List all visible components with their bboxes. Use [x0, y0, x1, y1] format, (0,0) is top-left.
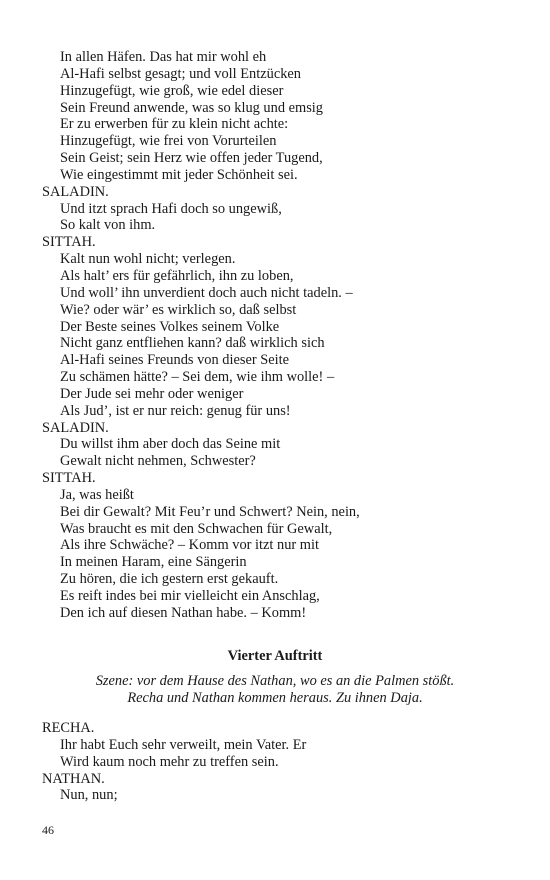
verse-line: Der Jude sei mehr oder weniger [60, 385, 244, 402]
verse-line: Zu schämen hätte? – Sei dem, wie ihm wolle! – [60, 369, 335, 386]
verse-line: Sein Geist; sein Herz wie offen jeder Tugend, [60, 150, 323, 167]
scene-title: Vierter Auftritt [227, 648, 323, 664]
verse-line: Wie eingestimmt mit jeder Schönheit sei. [60, 166, 298, 183]
verse-line: Wie? oder wär’ es wirklich so, daß selbst [60, 301, 297, 318]
verse-line: Al-Hafi seines Freunds von dieser Seite [60, 352, 289, 369]
verse-line: Du willst ihm aber doch das Seine mit [60, 436, 281, 453]
verse-line: Sein Freund anwende, was so klug und emsig [60, 99, 323, 116]
verse-line: Zu hören, die ich gestern erst gekauft. [60, 571, 279, 588]
verse-line: Hinzugefügt, wie groß, wie edel dieser [60, 82, 284, 99]
verse-line: Ihr habt Euch sehr verweilt, mein Vater. Er [60, 736, 307, 753]
verse-line: Und woll’ ihn unverdient doch auch nicht tadeln. – [60, 284, 353, 301]
verse-line: Hinzugefügt, wie frei von Vorurteilen [60, 133, 277, 150]
verse-line: Als Jud’, ist er nur reich: genug für uns! [60, 402, 291, 419]
speaker-name: SITTAH. [42, 234, 96, 251]
verse-line: Kalt nun wohl nicht; verlegen. [60, 251, 236, 268]
speaker-name: NATHAN. [42, 770, 105, 787]
page-number: 46 [42, 823, 54, 837]
stage-direction-line: Szene: vor dem Hause des Nathan, wo es an die Palmen stößt. [95, 673, 455, 689]
verse-line: Wird kaum noch mehr zu treffen sein. [60, 753, 279, 770]
speaker-name: SITTAH. [42, 470, 96, 487]
verse-line: Ja, was heißt [60, 486, 134, 503]
verse-line: Er zu erwerben für zu klein nicht achte: [60, 116, 289, 133]
verse-line: Den ich auf diesen Nathan habe. – Komm! [60, 604, 307, 621]
verse-line: Als halt’ ers für gefährlich, ihn zu loben, [60, 267, 294, 284]
verse-line: Als ihre Schwäche? – Komm vor itzt nur mit [60, 537, 319, 554]
verse-line: Nicht ganz entfliehen kann? daß wirklich sich [60, 335, 325, 352]
verse-line: Der Beste seines Volkes seinem Volke [60, 318, 280, 335]
speaker-name: RECHA. [42, 720, 95, 736]
verse-line: Und itzt sprach Hafi doch so ungewiß, [60, 200, 282, 217]
verse-line: Was braucht es mit den Schwachen für Gewalt, [60, 520, 333, 537]
verse-line: Es reift indes bei mir vielleicht ein Anschlag, [60, 588, 320, 604]
dialogue-block-2 [42, 720, 512, 804]
verse-line: Bei dir Gewalt? Mit Feu’r und Schwert? Nein, nein, [60, 503, 360, 520]
speaker-name: SALADIN. [42, 419, 109, 436]
verse-line: Gewalt nicht nehmen, Schwester? [60, 453, 256, 470]
stage-direction [0, 673, 550, 707]
verse-line: Nun, nun; [60, 787, 118, 804]
verse-line: Al-Hafi selbst gesagt; und voll Entzücken [60, 65, 301, 82]
stage-direction-line: Recha und Nathan kommen heraus. Zu ihnen Daja. [127, 690, 423, 706]
verse-line: So kalt von ihm. [60, 217, 156, 234]
speaker-name: SALADIN. [42, 183, 109, 200]
verse-line: In allen Häfen. Das hat mir wohl eh [60, 49, 267, 65]
dialogue-block-1 [42, 49, 512, 622]
verse-line: In meinen Haram, eine Sängerin [60, 554, 247, 571]
